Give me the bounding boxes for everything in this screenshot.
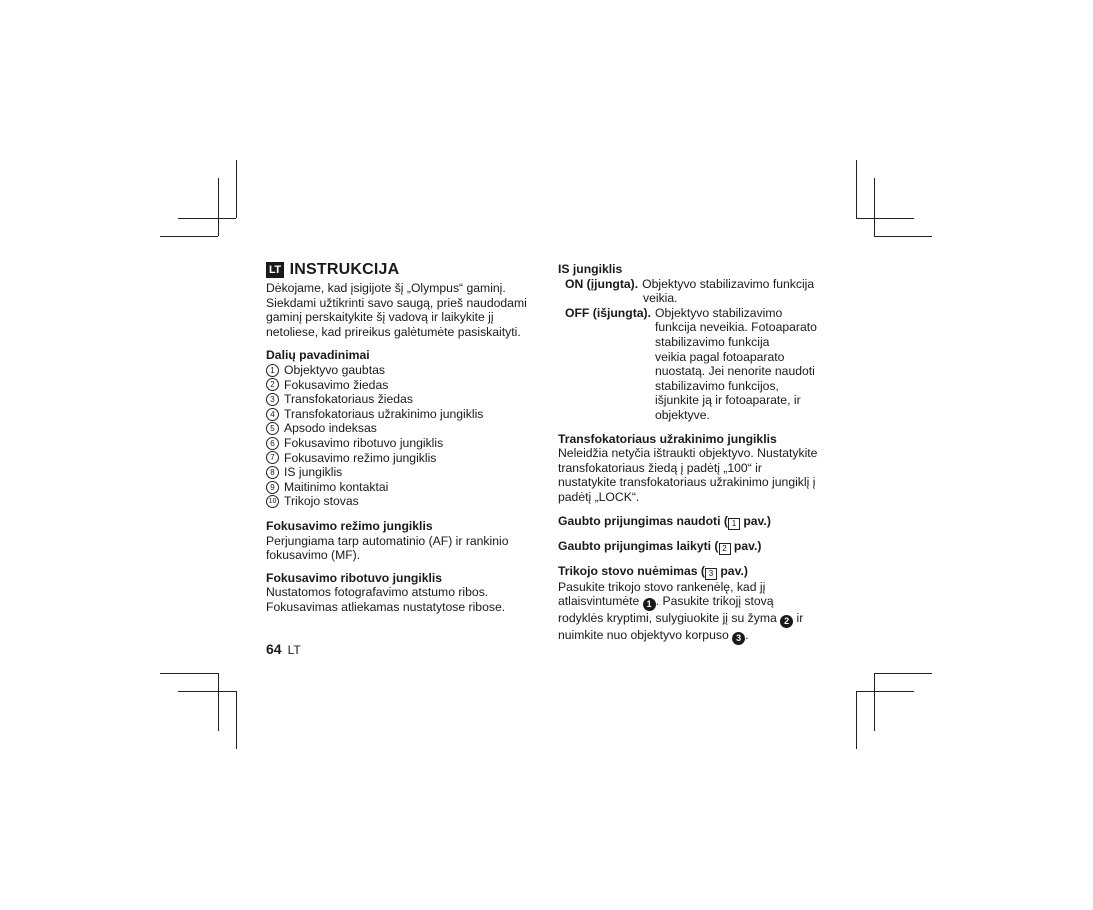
page-title: INSTRUKCIJA xyxy=(289,260,400,278)
part-label: Trikojo stovas xyxy=(284,494,359,509)
crop-mark xyxy=(236,160,237,218)
zoom-lock-text: nustatykite transfokatoriaus užrakinimo jungiklį į xyxy=(558,475,816,490)
list-item xyxy=(266,363,541,378)
step-2-marker: 2 xyxy=(780,615,793,628)
is-off-line: funkcija neveikia. Fotoaparato xyxy=(654,320,817,335)
crop-mark xyxy=(856,218,914,219)
is-on-text: veikia. xyxy=(643,291,678,306)
page-number-value: 64 xyxy=(266,641,282,657)
number-circle: 4 xyxy=(266,408,279,421)
list-item xyxy=(266,465,541,480)
parts-heading: Dalių pavadinimai xyxy=(266,348,370,363)
tripod-text xyxy=(558,611,830,628)
hood-store-text: pav.) xyxy=(730,538,762,553)
hood-use-heading xyxy=(558,514,830,530)
number-circle: 6 xyxy=(266,437,279,450)
right-column xyxy=(558,262,830,645)
number-circle: 8 xyxy=(266,466,279,479)
list-item xyxy=(266,407,541,422)
crop-mark xyxy=(218,673,219,731)
tripod-text: Pasukite trikojo stovo rankenėlę, kad jį xyxy=(558,579,766,594)
is-off-label: OFF (išjungta). xyxy=(565,305,651,320)
step-3-marker: 3 xyxy=(732,632,745,645)
part-label: IS jungiklis xyxy=(284,465,343,480)
is-off-line: išjunkite ją ir fotoaparate, ir xyxy=(654,393,801,408)
crop-mark xyxy=(218,178,219,236)
focus-limiter-heading: Fokusavimo ribotuvo jungiklis xyxy=(266,570,443,585)
figure-number-box: 2 xyxy=(719,543,731,555)
step-1-marker: 1 xyxy=(643,598,656,611)
parts-list xyxy=(266,363,541,509)
focus-limiter-text: Fokusavimas atliekamas nustatytose ribose. xyxy=(266,599,506,614)
tripod-text-part: . Pasukite trikojį stovą xyxy=(655,594,774,609)
part-label: Fokusavimo režimo jungiklis xyxy=(284,450,437,465)
title-row xyxy=(266,262,541,278)
zoom-lock-heading: Transfokatoriaus užrakinimo jungiklis xyxy=(558,431,777,446)
number-circle: 3 xyxy=(266,393,279,406)
is-off-line: nuostatą. Jei nenorite naudoti xyxy=(654,364,815,379)
focus-limiter-text: Nustatomos fotografavimo atstumo ribos. xyxy=(266,585,489,600)
crop-mark xyxy=(178,691,236,692)
is-switch-heading: IS jungiklis xyxy=(558,262,623,276)
crop-mark xyxy=(160,673,218,674)
part-label: Objektyvo gaubtas xyxy=(284,362,385,377)
left-column xyxy=(266,262,541,614)
zoom-lock-text: padėtį „LOCK“. xyxy=(558,489,640,504)
tripod-text-part: atlaisvintumėte xyxy=(558,594,643,609)
hood-store-text: Gaubto prijungimas laikyti ( xyxy=(558,538,719,553)
tripod-text-part: . xyxy=(745,628,749,643)
focus-mode-text: fokusavimo (MF). xyxy=(266,548,361,563)
is-off-text xyxy=(651,306,825,423)
number-circle: 10 xyxy=(266,495,279,508)
crop-mark xyxy=(874,673,875,731)
is-on-row xyxy=(558,277,830,292)
tripod-text-part: ir xyxy=(793,611,804,626)
figure-number-box: 1 xyxy=(728,518,740,530)
intro-line: Dėkojame, kad įsigijote šį „Olympus“ gaminį. xyxy=(266,281,506,295)
crop-mark xyxy=(856,160,857,218)
is-off-line: veikia pagal fotoaparato xyxy=(654,349,785,364)
list-item xyxy=(266,378,541,393)
is-off-line: stabilizavimo funkcijos, xyxy=(654,378,779,393)
page-language: LT xyxy=(287,643,301,657)
number-circle: 1 xyxy=(266,364,279,377)
zoom-lock-text: transfokatoriaus žiedą į padėtį „100“ ir xyxy=(558,460,762,475)
is-off-row xyxy=(558,306,830,423)
list-item xyxy=(266,494,541,509)
list-item xyxy=(266,480,541,495)
crop-mark xyxy=(874,673,932,674)
list-item xyxy=(266,421,541,436)
crop-mark xyxy=(874,236,932,237)
list-item xyxy=(266,451,541,466)
figure-number-box: 3 xyxy=(705,568,717,580)
part-label: Fokusavimo ribotuvo jungiklis xyxy=(284,435,444,450)
number-circle: 9 xyxy=(266,481,279,494)
crop-mark xyxy=(160,236,218,237)
hood-use-text: pav.) xyxy=(739,513,771,528)
language-badge: LT xyxy=(266,262,284,278)
is-on-text: Objektyvo stabilizavimo funkcija xyxy=(642,276,815,291)
crop-mark xyxy=(856,691,914,692)
number-circle: 2 xyxy=(266,378,279,391)
is-on-label: ON (įjungta). xyxy=(565,276,639,291)
part-label: Maitinimo kontaktai xyxy=(284,479,389,494)
crop-mark xyxy=(874,178,875,236)
zoom-lock-text: Neleidžia netyčia ištraukti objektyvo. Nustatykite xyxy=(558,446,818,461)
number-circle: 7 xyxy=(266,451,279,464)
is-off-line: Objektyvo stabilizavimo xyxy=(654,305,783,320)
is-off-line: objektyve. xyxy=(654,407,710,422)
tripod-text-part: nuimkite nuo objektyvo korpuso xyxy=(558,628,733,643)
tripod-text xyxy=(558,594,830,611)
is-off-line: stabilizavimo funkcija xyxy=(654,334,770,349)
tripod-heading-text: pav.) xyxy=(716,563,748,578)
part-label: Transfokatoriaus žiedas xyxy=(284,392,413,407)
hood-store-heading xyxy=(558,539,830,555)
part-label: Apsodo indeksas xyxy=(284,421,377,436)
tripod-heading xyxy=(558,564,830,580)
intro-line: netoliese, kad prireikus galėtumėte pasiskaityti. xyxy=(266,324,521,339)
number-circle: 5 xyxy=(266,422,279,435)
focus-mode-heading: Fokusavimo režimo jungiklis xyxy=(266,518,433,533)
crop-mark xyxy=(236,691,237,749)
page-number xyxy=(266,641,301,657)
list-item xyxy=(266,392,541,407)
tripod-heading-text: Trikojo stovo nuėmimas ( xyxy=(558,563,705,578)
crop-mark xyxy=(856,691,857,749)
tripod-text-part: rodyklės kryptimi, sulygiuokite jį su žyma xyxy=(558,611,781,626)
list-item xyxy=(266,436,541,451)
intro-line: Siekdami užtikrinti savo saugą, prieš naudodami xyxy=(266,295,527,310)
intro-line: gaminį perskaitykite šį vadovą ir laikykite jį xyxy=(266,310,494,325)
crop-mark xyxy=(178,218,236,219)
focus-mode-text: Perjungiama tarp automatinio (AF) ir rankinio xyxy=(266,533,509,548)
part-label: Transfokatoriaus užrakinimo jungiklis xyxy=(284,406,484,421)
hood-use-text: Gaubto prijungimas naudoti ( xyxy=(558,513,728,528)
part-label: Fokusavimo žiedas xyxy=(284,377,389,392)
tripod-text xyxy=(558,628,830,645)
